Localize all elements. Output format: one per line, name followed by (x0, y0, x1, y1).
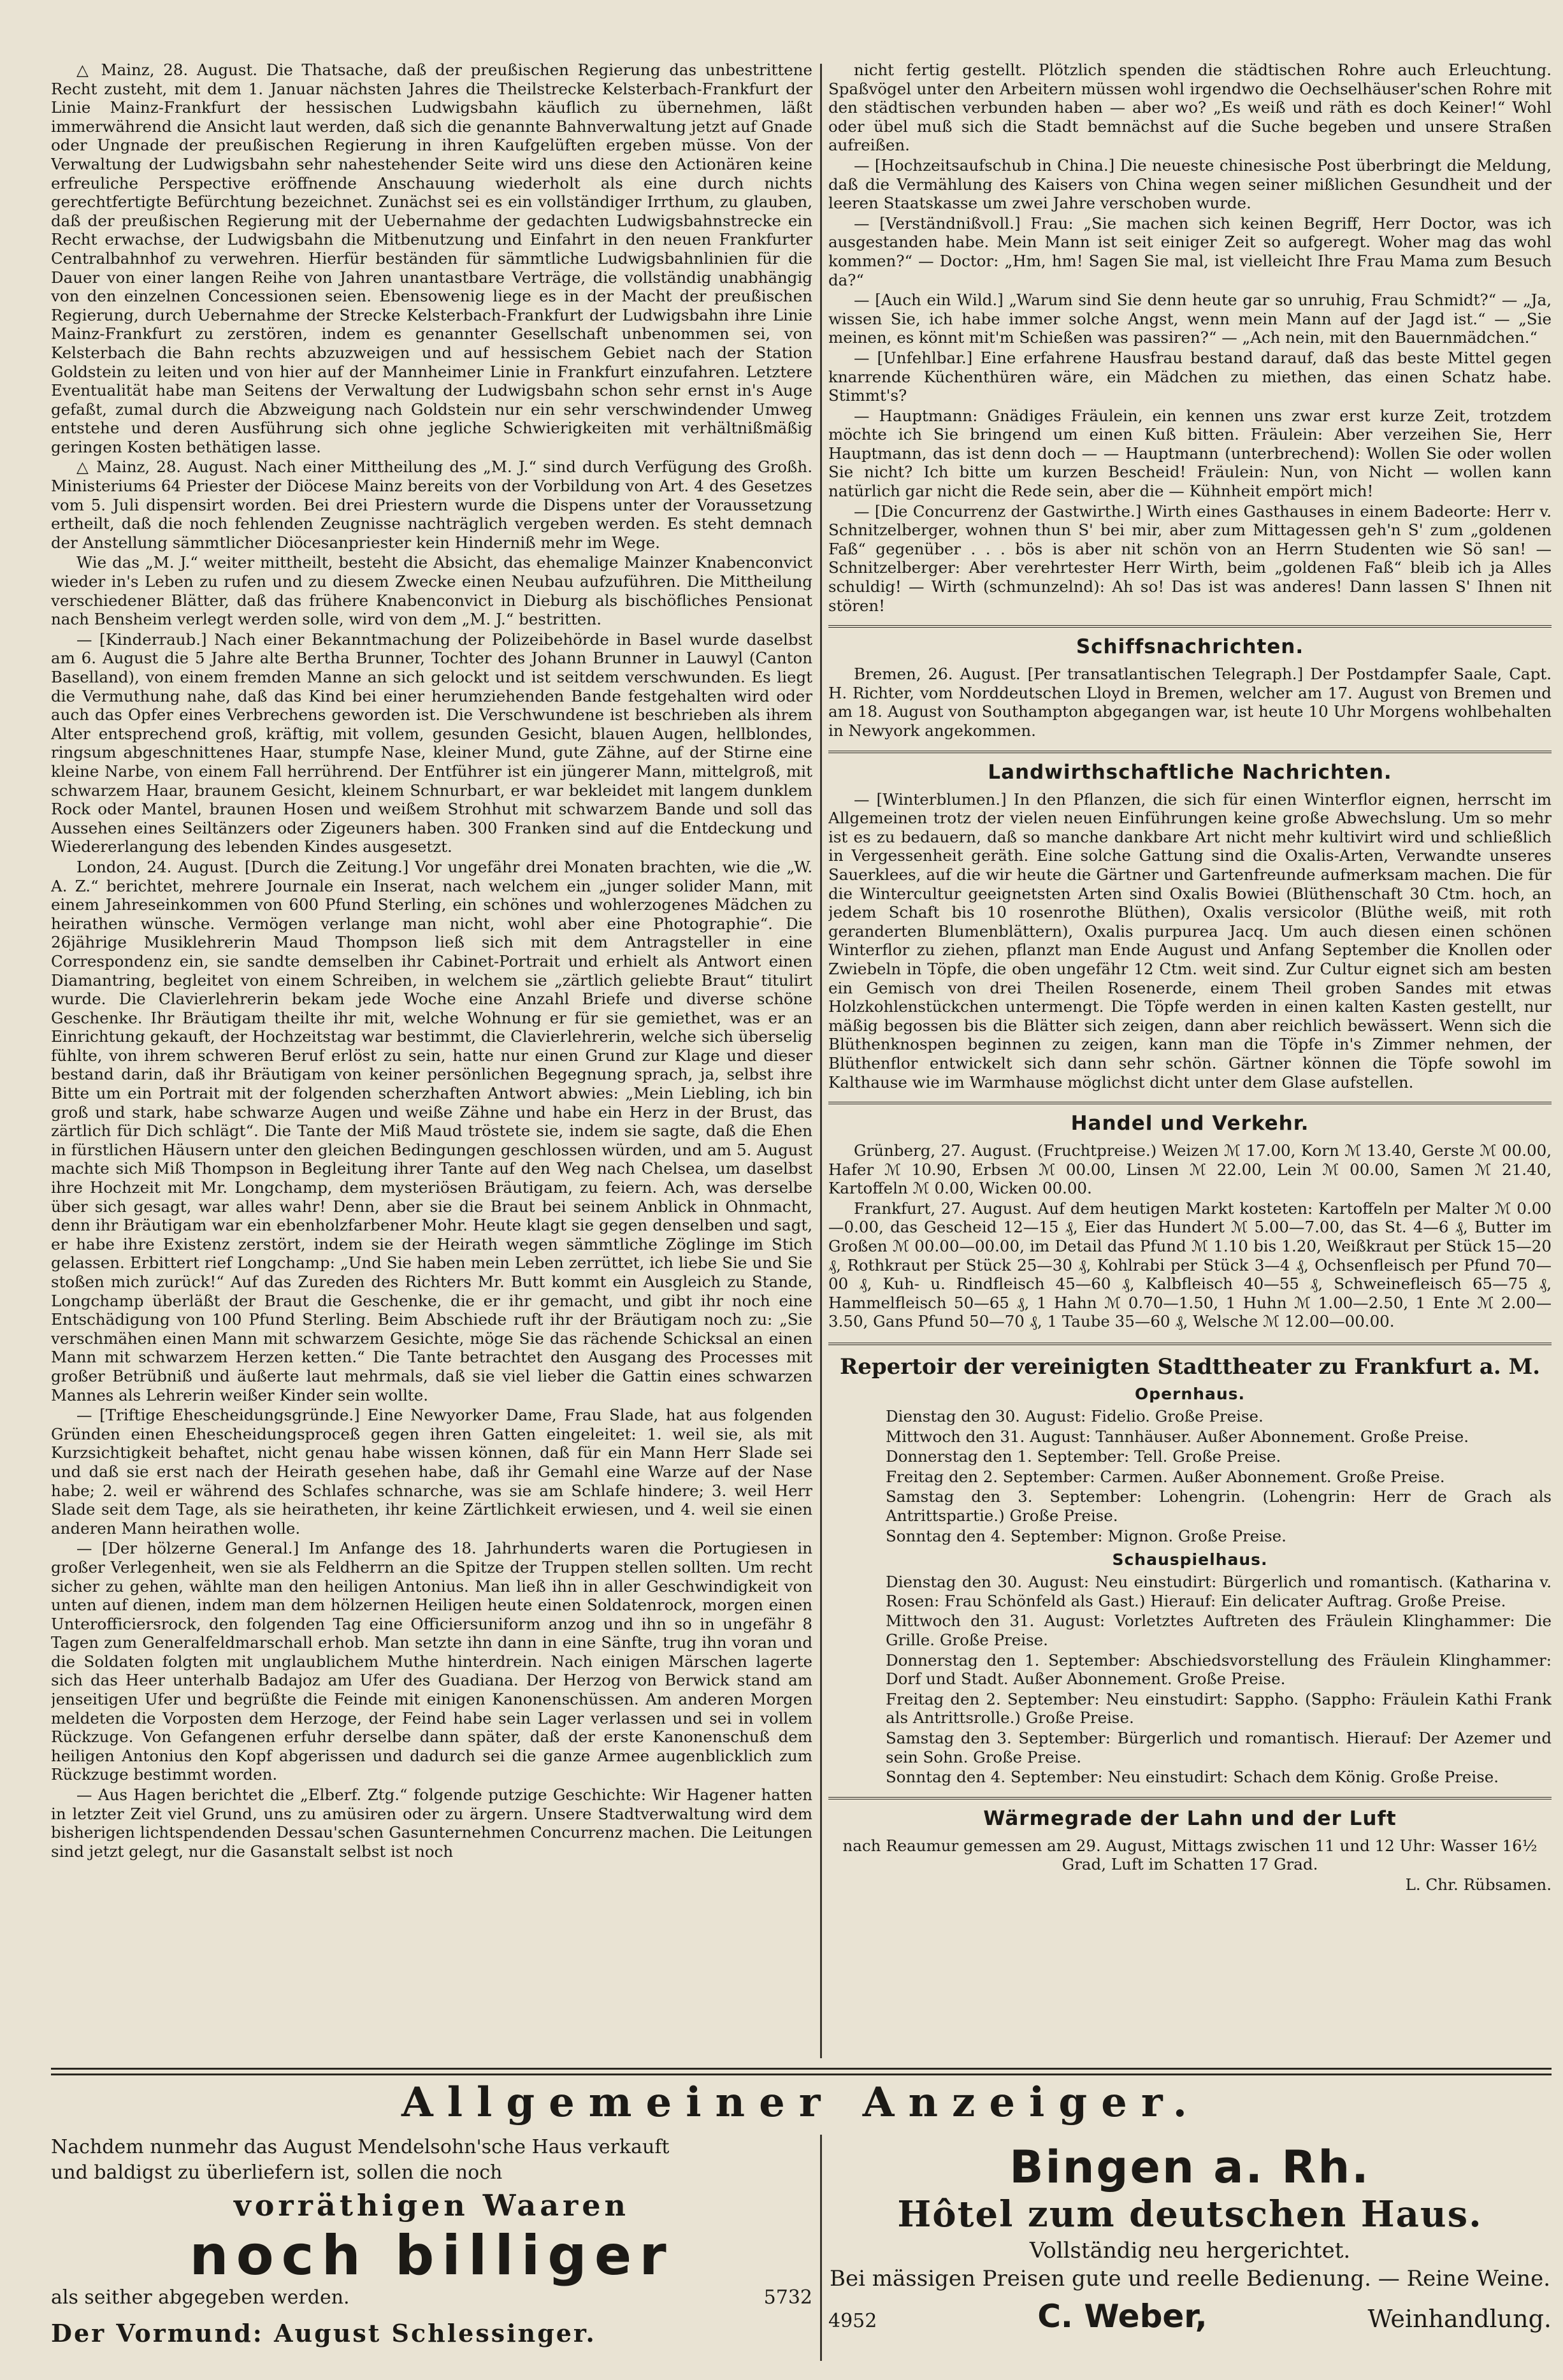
left-column (51, 61, 812, 2061)
hotel-line: Bei mässigen Preisen gute und reelle Bedienung. — Reine Weine. (829, 2266, 1550, 2291)
sale-signature: Der Vormund: August Schlessinger. (51, 2319, 596, 2348)
opera-list (828, 1407, 1552, 1545)
temperature-text: nach Reaumur gemessen am 29. August, Mittags zwischen 11 und 12 Uhr: Wasser 16½ Grad, Luft im Schatten 17 Grad. (842, 1836, 1538, 1874)
shipping-text: Bremen, 26. August. [Per transatlantischen Telegraph.] Der Postdampfer Saale, Capt. H. Richter, vom Norddeutschen Lloyd in Bremen, welcher am 17. August von Bremen und am 18. August von Southampton abgegangen war, ist heute 10 Uhr Morgens wohlbehalten in Newyork angekommen. (828, 665, 1552, 740)
hotel-advertisement (828, 2135, 1552, 2364)
right-column (828, 61, 1552, 2061)
column-divider (820, 64, 822, 2058)
article-paragraph: △ Mainz, 28. August. Nach einer Mittheilung des „M. J.“ sind durch Verfügung des Großh. Ministeriums 64 Priester der Diöcese Mainz bereits von der Vorbildung von Art. 4 des Gesetzes vom 5. Juli dispensirt worden. Bei drei Priestern wurde die Dispens unter der Voraussetzung ertheilt, daß die noch fehlenden Zeugnisse nachträglich vergeben werden. Es steht demnach der Anstellung sämmtlicher Diöcesanpriester kein Hinderniß mehr im Wege. (51, 458, 812, 552)
sale-big-headline: noch billiger (189, 2224, 674, 2288)
temperature-heading: Wärmegrade der Lahn und der Luft (828, 1797, 1552, 1830)
ad-number: 4952 (828, 2310, 877, 2332)
temperature-signature: L. Chr. Rübsamen. (1405, 1875, 1552, 1894)
drama-heading: Schauspielhaus. (1112, 1550, 1268, 1569)
article-paragraph: — [Der hölzerne General.] Im Anfange des 18. Jahrhunderts waren die Portugiesen in großer Verlegenheit, wen sie als Feldherrn an die Spitze der Truppen stellen sollten. Um recht sicher zu gehen, wählte man den heiligen Antonius. Man ließ ihn in aller Geschwindigkeit von unten auf dienen, indem man dem hölzernen Heiligen heute einen Soldatenrock, morgen einen Unterofficiersrock, den folgenden Tag eine Officiersuniform anzog und ihn so in ungefähr 8 Tagen zum Generalfeldmarschall erhob. Man setzte ihn dann in eine Sänfte, trug ihn voran und die Soldaten folgten mit unglaublichem Muthe hinterdrein. Nach einigen Märschen lagerte sich das Heer unterhalb Badajoz am Ufer des Guadiana. Der Herzog von Berwick stand am jenseitigen Ufer und begrüßte die Feinde mit einigen Kanonenschüssen. Am anderen Morgen meldeten die Vorposten dem Herzoge, der Feind habe sein Lager verlassen und sei in vollem Rückzuge. Von Gefangenen erfuhr derselbe dann später, daß der erste Kanonenschuß dem heiligen Antonius den Kopf abgerissen und dadurch sei die ganze Armee augenblicklich zum Rückzuge bestimmt worden. (51, 1539, 812, 1784)
hotel-line: Vollständig neu hergerichtet. (1029, 2238, 1351, 2263)
opera-entry: Dienstag den 30. August: Fidelio. Große Preise. (886, 1407, 1264, 1426)
shipping-heading: Schiffsnachrichten. (828, 625, 1552, 658)
hotel-city: Bingen a. Rh. (1009, 2141, 1371, 2193)
trade-heading: Handel und Verkehr. (828, 1102, 1552, 1135)
trade-gruenberg: Grünberg, 27. August. (Fruchtpreise.) Weizen ℳ 17.00, Korn ℳ 13.40, Gerste ℳ 00.00, Hafer ℳ 10.90, Erbsen ℳ 00.00, Linsen ℳ 22.00, Lein ℳ 00.00, Samen ℳ 21.40, Kartoffeln ℳ 0.00, Wicken 00.00. (828, 1141, 1552, 1198)
drama-list (828, 1573, 1552, 1787)
opera-entry: Freitag den 2. September: Carmen. Außer Abonnement. Große Preise. (886, 1467, 1445, 1486)
trade-frankfurt: Frankfurt, 27. August. Auf dem heutigen Markt kosteten: Kartoffeln per Malter ℳ 0.00—0.00, das Gescheid 12—15 ₰, Eier das Hundert ℳ 5.00—7.00, das St. 4—6 ₰, Butter im Großen ℳ 00.00—00.00, im Detail das Pfund ℳ 1.10 bis 1.20, Weißkraut per Stück 15—20 ₰, Rothkraut per Stück 25—30 ₰, Kohlrabi per Stück 3—4 ₰, Ochsenfleisch per Pfund 70—00 ₰, Kuh- u. Rindfleisch 45—60 ₰, Kalbfleisch 40—55 ₰, Schweinefleisch 65—75 ₰, Hammelfleisch 50—65 ₰, 1 Hahn ℳ 0.70—1.50, 1 Huhn ℳ 1.00—2.50, 1 Ente ℳ 2.00—3.50, Gans Pfund 50—70 ₰, 1 Taube 35—60 ₰, Welsche ℳ 12.00—00.00. (828, 1199, 1552, 1331)
ad-column-divider (820, 2135, 822, 2361)
article-paragraph: △ Mainz, 28. August. Die Thatsache, daß der preußischen Regierung das unbestrittene Recht zusteht, mit dem 1. Januar nächsten Jahres die Theilstrecke Kelsterbach-Frankfurt der Linie Mainz-Frankfurt der hessischen Ludwigsbahn käuflich zu übernehmen, läßt immerwährend die Ansicht laut werden, daß sich die genannte Bahnverwaltung jetzt auf Gnade oder Ungnade der preußischen Regierung in ihren Kaufgelüften ergeben müsse. Von der Verwaltung der Ludwigsbahn sehr nahestehender Seite wird uns diese den Actionären keine erfreuliche Perspective eröffnende Anschauung wiederholt als eine durch nichts gerechtfertigte Befürchtung bezeichnet. Zunächst sei es ein vollständiger Irrthum, zu glauben, daß der preußischen Regierung mit der Uebernahme der gedachten Ludwigsbahnstrecke ein Recht erwachse, der Ludwigsbahn die Mitbenutzung und Einfahrt in den neuen Frankfurter Centralbahnhof zu verwehren. Hierfür beständen für sämmtliche Ludwigsbahnlinien für die Dauer von einer langen Reihe von Jahren unantastbare Verträge, die vollständig unabhängig von den einzelnen Concessionen seien. Ebensowenig liege es in der Macht der preußischen Regierung, durch Uebernahme der Strecke Kelsterbach-Frankfurt der Ludwigsbahn ihre Linie Mainz-Frankfurt zu zerstören, indem es genannter Gesellschaft unbenommen sei, von Kelsterbach die Bahn rechts abzuzweigen und auf hessischem Gebiet nach der Station Goldstein zu leiten und von hier auf der Mannheimer Linie in Frankfurt einzufahren. Letztere Eventualität habe man Seitens der Verwaltung der Ludwigsbahn schon sehr ernst in's Auge gefaßt, zumal durch die Abzweigung nach Goldstein nur ein sehr verschwindender Umweg entstehe und deren Ausführung sich ohne jegliche Schwierigkeiten mit verhältnißmäßig geringen Kosten bethätigen lasse. (51, 61, 812, 456)
hotel-owner: C. Weber, (1037, 2298, 1207, 2335)
article-paragraph: — Hauptmann: Gnädiges Fräulein, ein kennen uns zwar erst kurze Zeit, trotzdem möchte ich Sie bringend um einen Kuß bitten. Fräulein: Aber verzeihen Sie, Herr Hauptmann, das ist denn doch — — Hauptmann (unterbrechend): Wollen Sie oder wollen Sie nicht? Ich bitte um kurzen Bescheid! Fräulein: Nun, von Nicht — wollen kann natürlich gar nicht die Rede sein, aber die — Kühnheit empört mich! (828, 406, 1552, 501)
article-paragraph: — [Unfehlbar.] Eine erfahrene Hausfrau bestand darauf, daß das beste Mittel gegen knarrende Küchenthüren wäre, ein Mädchen zu miethen, das einen Schatz habe. Stimmt's? (828, 348, 1552, 405)
article-paragraph: — [Verständnißvoll.] Frau: „Sie machen sich keinen Begriff, Herr Doctor, was ich ausgestanden habe. Mein Mann ist seit einiger Zeit so aufgeregt. Woher mag das wohl kommen?“ — Doctor: „Hm, hm! Sagen Sie mal, ist vielleicht Ihre Frau Mama zum Besuch da?“ (828, 213, 1552, 289)
opera-entry: Sonntag den 4. September: Mignon. Große Preise. (886, 1526, 1286, 1545)
hotel-footer (828, 2298, 1552, 2335)
agri-text: — [Winterblumen.] In den Pflanzen, die sich für einen Winterflor eignen, herrscht im Allgemeinen trotz der vielen neuen Einführungen keine große Abwechslung. Um so mehr ist es zu bedauern, daß so manche dankbare Art nicht mehr kultivirt wird und schließlich in Vergessenheit geräth. Eine solche Gattung sind die Oxalis-Arten, Verwandte unseres Sauerklees, auf die wir heute die Gärtner und Gartenfreunde aufmerksam machen. Die für die Wintercultur geeignetsten Arten sind Oxalis Bowiei (Blüthenschaft 30 Ctm. hoch, an jedem Schaft bis 10 rosenrothe Blüthen), Oxalis versicolor (Blüthe weiß, mit roth geranderten Blumenblättern), Oxalis purpurea Jacq. Um auch diesen einen schönen Winterflor zu ziehen, pflanzt man Ende August und Anfang September die Knollen oder Zwiebeln in Töpfe, die oben ungefähr 12 Ctm. weit sind. Zur Cultur eignet sich am besten ein Gemisch von drei Theilen Rosenerde, einem Theil groben Sandes mit etwas Holzkohlenstückchen untermengt. Die Töpfe werden in einen kalten Kasten gestellt, nur mäßig begossen bis die Blätter sich zeigen, dann aber reichlich bewässert. Wenn sich die Blüthenknospen beginnen zu zeigen, kann man die Töpfe in's Zimmer nehmen, der Blüthenflor entwickelt sich dann sehr schön. Gärtner können die Töpfe sowohl im Kalthause wie im Warmhause möglichst dicht unter dem Glase aufstellen. (828, 790, 1552, 1092)
drama-entry: Mittwoch den 31. August: Vorletztes Auftreten des Fräulein Klinghammer: Die Grille. Große Preise. (886, 1612, 1552, 1649)
article-paragraph: — [Die Concurrenz der Gastwirthe.] Wirth eines Gasthauses in einem Badeorte: Herr v. Schnitzelberger, wohnen thun S' bei mir, aber zum Mittagessen geh'n S' zum „goldenen Faß“ gegenüber . . . bös is aber nit schön von an Herrn Studenten wie Sö san! — Schnitzelberger: Aber verehrtester Herr Wirth, beim „goldenen Faß“ bleib ich ja Alles schuldig! — Wirth (schmunzelnd): Ah so! Das ist was anderes! Dann lassen S' Ihnen nit stören! (828, 501, 1552, 615)
article-paragraph: Wie das „M. J.“ weiter mittheilt, besteht die Absicht, das ehemalige Mainzer Knabenconvict wieder in's Leben zu rufen und zu diesem Zwecke einen Neubau aufzuführen. Die Mittheilung verschiedener Blätter, daß das frühere Knabenconvict in Dieburg als bischöfliches Pensionat nach Bensheim verlegt werden solle, wird von dem „M. J.“ bestritten. (51, 553, 812, 629)
article-paragraph: London, 24. August. [Durch die Zeitung.] Vor ungefähr drei Monaten brachten, wie die „W. A. Z.“ berichtet, mehrere Journale ein Inserat, nach welchem ein „junger solider Mann, mit einem Jahreseinkommen von 600 Pfund Sterling, ein schönes und wohlerzogenes Mädchen zu heirathen wünsche. Vermögen verlange man nicht, wohl aber eine Photographie“. Die 26jährige Musiklehrerin Maud Thompson ließ sich mit dem Antragsteller in eine Correspondenz ein, sie sandte demselben ihr Cabinet-Portrait und erhielt als Antwort einen Diamantring, begleitet von einem Schreiben, in welchem sie „zärtlich geliebte Braut“ titulirt wurde. Die Clavierlehrerin bekam jede Woche eine Anzahl Briefe und diverse schöne Geschenke. Ihr Bräutigam theilte ihr mit, welche Wohnung er für sie gemiethet, was er an Einrichtung gekauft, der Hochzeitstag war bestimmt, die Clavierlehrerin, welche sich überselig fühlte, von ihrem schweren Beruf erlöst zu sein, hatte nur einen Grund zur Klage und dieser bestand darin, daß ihr Bräutigam von keiner persönlichen Begegnung sprach, ja, selbst ihre Bitte um ein Portrait mit der folgenden scherzhaften Antwort abwies: „Mein Liebling, ich bin groß und stark, habe schwarze Augen und weiße Zähne und habe ein Herz in der Brust, das zärtlich für Dich schlägt“. Die Tante der Miß Maud tröstete sie, indem sie sagte, daß die Ehen in fürstlichen Häusern unter den gleichen Bedingungen geschlossen würden, und am 5. August machte sich Miß Thompson in Begleitung ihrer Tante auf den Weg nach Chelsea, um daselbst ihre Hochzeit mit Mr. Longchamp, dem mysteriösen Bräutigam, zu feiern. Ach, was derselbe über sich gesagt, war alles wahr! Denn, aber sie die Braut bei seinem Anblick in Ohnmacht, denn ihr Bräutigam war ein ebenholzfarbener Mohr. Heute klagt sie gegen denselben und sagt, er habe ihre Existenz zerstört, indem sie der Heirath wegen sämmtliche Zöglinge im Stich gelassen. Erbittert rief Longchamp: „Und Sie haben mein Leben zerrüttet, ich liebe Sie und Sie stoßen mich zurück!“ Auf das Zureden des Richters Mr. Butt kommt ein Ausgleich zu Stande, Longchamp überläßt der Braut die Geschenke, die er ihr gemacht, und gibt ihr noch eine Entschädigung von 100 Pfund Sterling. Beim Abschiede ruft ihr der Bräutigam noch zu: „Sie verschmähen einen Mann mit schwarzem Gesichte, möge Sie das rächende Schicksal an einen Mann mit schwarzem Herzen ketten.“ Die Tante betrachtet den Ausgang des Processes mit großer Betrübniß und äußerte laut mehrmals, daß sie viel lieber die Gattin eines schwarzen Mannes als Lehrerin weißer Kinder sein wollte. (51, 857, 812, 1404)
repertoire-title: Repertoir der vereinigten Stadttheater zu Frankfurt a. M. (828, 1343, 1552, 1380)
advertisement-rule (51, 2068, 1552, 2075)
sale-line: und baldigst zu überliefern ist, sollen die noch (51, 2161, 503, 2184)
article-paragraph: — [Hochzeitsaufschub in China.] Die neueste chinesische Post überbringt die Meldung, daß die Vermählung des Kaisers von China wegen seiner mißlichen Gesundheit und der leeren Staatskasse um zwei Jahre verschoben wurde. (828, 155, 1552, 213)
article-paragraph: — Aus Hagen berichtet die „Elberf. Ztg.“ folgende putzige Geschichte: Wir Hagener hatten in letzter Zeit viel Grund, uns zu amüsiren oder zu ärgern. Unsere Stadtverwaltung wird dem bisherigen lichtspendenden Dessau'schen Gasunternehmen Concurrenz machen. Die Leitungen sind jetzt gelegt, nur die Gasanstalt selbst ist noch (51, 1785, 812, 1861)
opera-entry: Mittwoch den 31. August: Tannhäuser. Außer Abonnement. Große Preise. (886, 1427, 1469, 1446)
article-paragraph: — [Kinderraub.] Nach einer Bekanntmachung der Polizeibehörde in Basel wurde daselbst am 6. August die 5 Jahre alte Bertha Brunner, Tochter des Johann Brunner in Lauwyl (Canton Baselland), von einem fremden Manne an sich gelockt und ist seitdem verschwunden. Es liegt die Vermuthung nahe, daß das Kind bei einer herumziehenden Bande festgehalten wird oder auch das Opfer eines Verbrechens geworden ist. Die Verschwundene ist beschrieben als ihrem Alter entsprechend groß, kräftig, mit vollem, gesunden Gesicht, blauen Augen, hellblondes, ringsum abgeschnittenes Haar, stumpfe Nase, kleiner Mund, gute Zähne, auf der Stirne eine kleine Narbe, von einem Fall herrührend. Der Entführer ist ein jüngerer Mann, mittelgroß, mit schwarzem Haar, braunem Gesicht, kleinem Schnurbart, er war bekleidet mit langem dunklem Rock oder Mantel, braunen Hosen und weißem Strohhut mit schwarzem Bande und soll das Aussehen eines Seiltänzers oder Zigeuners haben. 300 Franken sind auf die Entdeckung und Wiedererlangung des lebenden Kindes ausgesetzt. (51, 630, 812, 856)
sale-headline: vorräthigen Waaren (234, 2188, 630, 2223)
opera-entry: Donnerstag den 1. September: Tell. Große Preise. (886, 1447, 1281, 1466)
article-paragraph: nicht fertig gestellt. Plötzlich spenden die städtischen Rohre auch Erleuchtung. Spaßvögel unter den Arbeitern müssen wohl irgendwo die Oechselhäuser'schen Rohre mit den städtischen verbunden haben — aber wo? „Es weiß und räth es doch Keiner!“ Wohl oder übel muß sich die Stadt bemnächst auf die Suche begeben und unsere Straßen aufreißen. (828, 61, 1552, 155)
advertisement-title: Allgemeiner Anzeiger. (401, 2079, 1201, 2126)
sale-line: als seither abgegeben werden. (51, 2286, 350, 2309)
drama-entry: Donnerstag den 1. September: Abschiedsvorstellung des Fräulein Klinghammer: Dorf und Stadt. Außer Abonnement. Große Preise. (886, 1650, 1552, 1689)
sale-line: Nachdem nunmehr das August Mendelsohn'sche Haus verkauft (51, 2136, 670, 2158)
sale-advertisement (51, 2135, 812, 2364)
drama-entry: Samstag den 3. September: Bürgerlich und romantisch. Hierauf: Der Azemer und sein Sohn. Große Preise. (886, 1728, 1552, 1766)
ad-number: 5732 (763, 2286, 812, 2309)
opera-heading: Opernhaus. (1134, 1385, 1246, 1404)
agri-heading: Landwirthschaftliche Nachrichten. (828, 751, 1552, 784)
article-paragraph: — [Triftige Ehescheidungsgründe.] Eine Newyorker Dame, Frau Slade, hat aus folgenden Gründen einen Ehescheidungsproceß gegen ihren Gatten eingeleitet: 1. weil sie, als mit Kurzsichtigkeit behaftet, nicht genau habe wissen können, daß für ein Mann Herr Slade sei und daß sie erst nach der Heirath gesehen habe, daß ihr Gemahl eine Warze auf der Nase habe; 2. weil er während des Schlafes schnarche, was sie am Schlafe hindere; 3. weil Herr Slade seit dem Tage, als sie heiratheten, ihr keine Zärtlichkeit erwiesen, und 4. weil sie einen anderen Mann heirathen wolle. (51, 1406, 812, 1538)
article-paragraph: — [Auch ein Wild.] „Warum sind Sie denn heute gar so unruhig, Frau Schmidt?“ — „Ja, wissen Sie, ich habe immer solche Angst, wenn mein Mann auf der Jagd ist.“ — „Sie meinen, es könnt mit'm Schießen was passiren?“ — „Ach nein, mit den Bauernmädchen.“ (828, 291, 1552, 347)
opera-entry: Samstag den 3. September: Lohengrin. (Lohengrin: Herr de Grach als Antrittspartie.) Große Preise. (886, 1487, 1552, 1525)
drama-entry: Freitag den 2. September: Neu einstudirt: Sappho. (Sappho: Fräulein Kathi Frank als Antrittsrolle.) Große Preise. (886, 1689, 1552, 1727)
drama-entry: Sonntag den 4. September: Neu einstudirt: Schach dem König. Große Preise. (886, 1768, 1499, 1787)
hotel-name: Hôtel zum deutschen Haus. (897, 2193, 1483, 2235)
drama-entry: Dienstag den 30. August: Neu einstudirt: Bürgerlich und romantisch. (Katharina v. Rosen: Frau Schönfeld als Gast.) Hierauf: Ein delicater Auftrag. Große Preise. (886, 1573, 1552, 1610)
hotel-business: Weinhandlung. (1367, 2305, 1552, 2333)
sale-footer-row (51, 2286, 812, 2309)
